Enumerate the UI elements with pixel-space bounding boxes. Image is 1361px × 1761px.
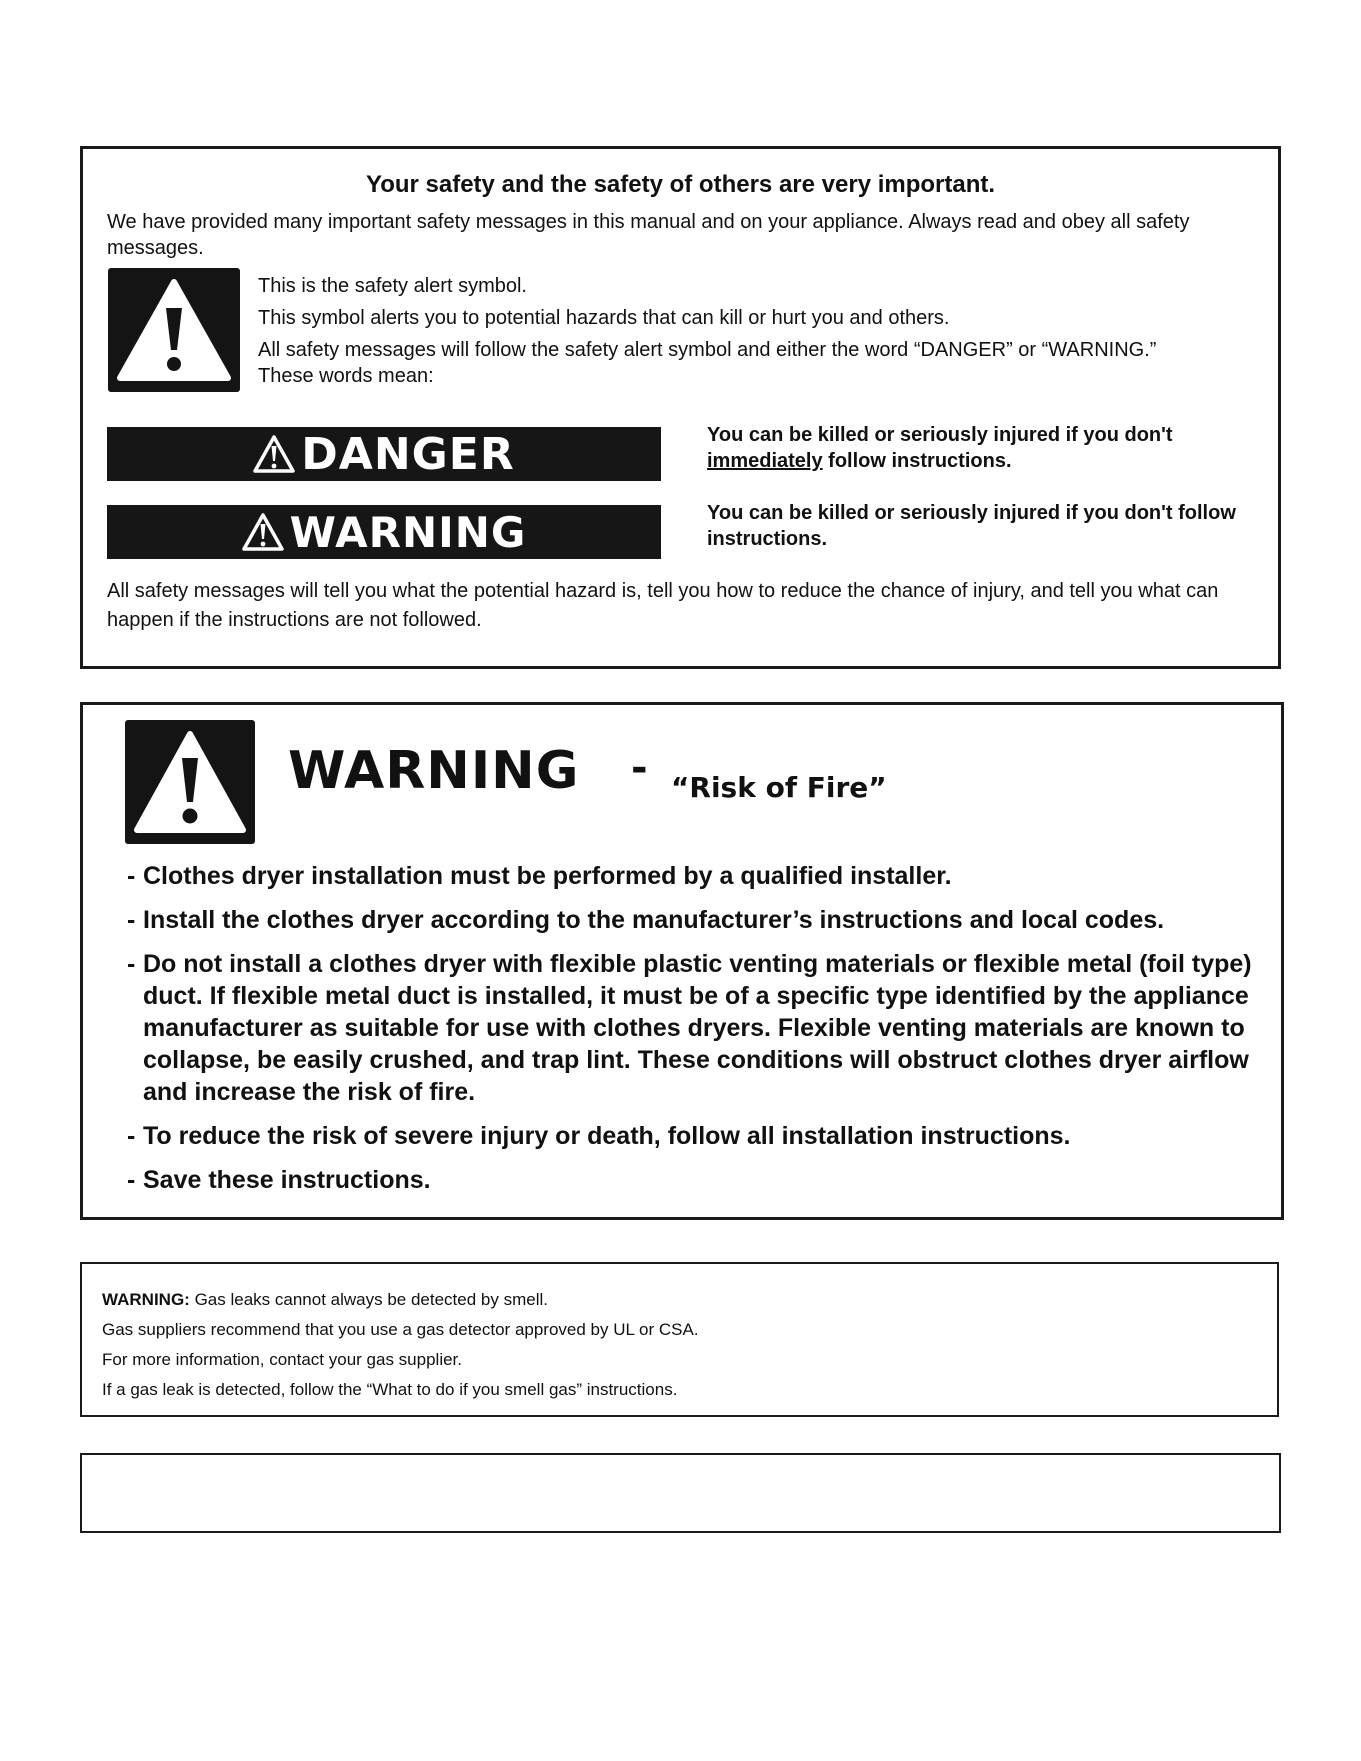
- list-item: - Clothes dryer installation must be performed by a qualified installer.: [127, 862, 952, 890]
- danger-signal-bar: [107, 427, 661, 481]
- fire-instructions-list: [127, 860, 1257, 1208]
- warning-alert-icon: [242, 513, 284, 551]
- danger-desc-post: follow instructions.: [828, 450, 1012, 472]
- gas-line-3: For more information, contact your gas supplier.: [102, 1350, 462, 1369]
- danger-alert-icon: [253, 435, 295, 473]
- gas-warning-text: [102, 1285, 1252, 1405]
- empty-box: [80, 1453, 1281, 1533]
- safety-footer: All safety messages will tell you what the potential hazard is, tell you how to reduce the chance of injury, and tell you what can happen if the instructions are not followed.: [107, 580, 1219, 631]
- fire-warning-subheading: “Risk of Fire”: [671, 771, 887, 804]
- gas-warning-box: [80, 1262, 1279, 1417]
- fire-warning-box: [80, 702, 1284, 1220]
- safety-alert-icon: [108, 268, 240, 392]
- list-item: - Install the clothes dryer according to the manufacturer’s instructions and local codes.: [127, 906, 1165, 934]
- safety-title: Your safety and the safety of others are very important.: [365, 171, 996, 198]
- danger-label: DANGER: [301, 428, 515, 480]
- fire-heading-dash: -: [631, 745, 648, 791]
- symbol-explanation: [258, 273, 1158, 395]
- warning-description: You can be killed or seriously injured if you don't follow instructions.: [707, 502, 1236, 550]
- danger-desc-emphasis: immediately: [707, 450, 823, 472]
- list-item: - To reduce the risk of severe injury or death, follow all installation instructions.: [127, 1122, 1071, 1150]
- list-item: - Do not install a clothes dryer with flexible plastic venting materials or flexible metal (foil type) duct. If flexible metal duct is installed, it must be of a specific type identified by the appliance manufacturer as suitable for use with clothes dryers. Flexible venting materials are known to collapse, be easily crushed, and trap lint. These conditions will obstruct clothes dryer airflow and increase the risk of fire.: [127, 950, 1252, 1106]
- gas-line-4: If a gas leak is detected, follow the “What to do if you smell gas” instructions.: [102, 1380, 678, 1399]
- gas-line-1: WARNING: Gas leaks cannot always be detected by smell.: [102, 1290, 548, 1309]
- danger-description: [707, 422, 1247, 474]
- list-item: - Save these instructions.: [127, 1166, 431, 1194]
- safety-intro: We have provided many important safety messages in this manual and on your appliance. Always read and obey all safety messages.: [107, 211, 1190, 259]
- gas-warning-lead: WARNING:: [102, 1290, 190, 1309]
- danger-desc-pre: You can be killed or seriously injured if you don't: [707, 424, 1173, 446]
- gas-line-2: Gas suppliers recommend that you use a gas detector approved by UL or CSA.: [102, 1320, 699, 1339]
- symbol-line-2: This symbol alerts you to potential hazards that can kill or hurt you and others.: [258, 307, 950, 329]
- fire-warning-heading: WARNING: [288, 741, 580, 801]
- symbol-line-1: This is the safety alert symbol.: [258, 275, 527, 297]
- fire-alert-icon: [125, 720, 255, 844]
- warning-signal-bar: [107, 505, 661, 559]
- symbol-line-3: All safety messages will follow the safety alert symbol and either the word “DANGER” or “WARNING.” These words mean:: [258, 339, 1157, 387]
- safety-message-box: [80, 146, 1281, 669]
- warning-label: WARNING: [289, 507, 527, 557]
